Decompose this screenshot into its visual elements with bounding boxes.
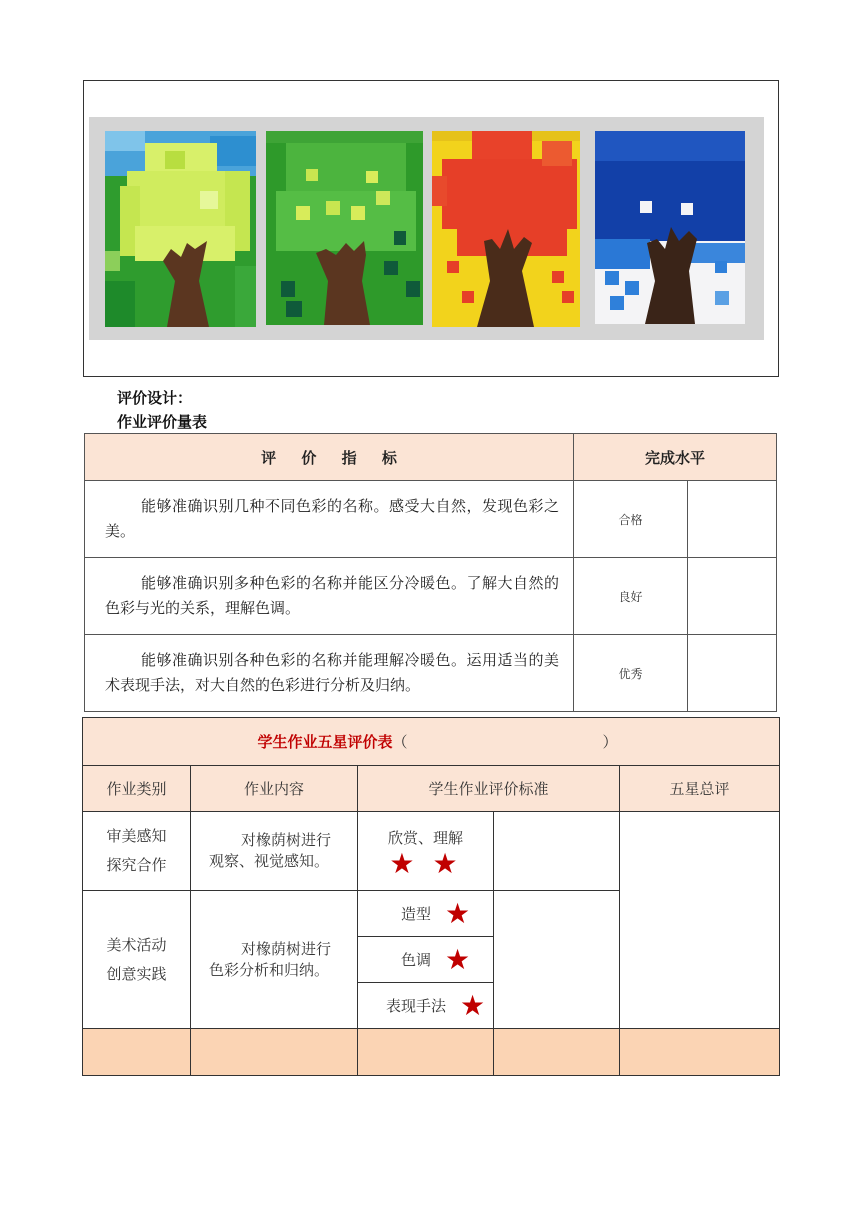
- rubric-level: 合格: [574, 481, 688, 558]
- category-cell: [83, 812, 191, 891]
- criterion-row: [358, 983, 493, 1028]
- five-star-table: [82, 717, 780, 1076]
- criterion-label: 造型: [400, 905, 431, 923]
- star-icon: ★: [444, 942, 471, 976]
- content-text: 对橡荫树进行观察、视觉感知。: [209, 831, 332, 870]
- content-text: 对橡荫树进行色彩分析和归纳。: [209, 939, 332, 979]
- criterion-label: 欣赏、理解: [387, 828, 463, 847]
- category-line: 探究合作: [106, 856, 167, 874]
- star-icon: ★: [444, 896, 471, 930]
- title-close-paren: ）: [602, 732, 618, 751]
- footer-cell: [83, 1029, 191, 1076]
- star-table-title: 学生作业五星评价表: [257, 732, 393, 751]
- star-table-footer-row: [83, 1029, 780, 1076]
- category-cell: [83, 891, 191, 1029]
- evaluation-design-heading: 评价设计：: [117, 389, 193, 407]
- artwork-strip: [89, 117, 764, 340]
- rubric-score-cell[interactable]: [688, 635, 777, 712]
- rubric-criterion: 能够准确识别几种不同色彩的名称。感受大自然，发现色彩之美。: [85, 481, 574, 558]
- criterion-cell: [358, 812, 494, 891]
- painting-winter-tree: [595, 131, 745, 324]
- rubric-row: [85, 635, 777, 712]
- col-header-content: 作业内容: [191, 766, 358, 812]
- footer-cell: [620, 1029, 780, 1076]
- category-line: 美术活动: [106, 935, 167, 954]
- rubric-row: [85, 558, 777, 635]
- footer-cell: [358, 1029, 494, 1076]
- title-open-paren: （: [392, 732, 408, 751]
- criterion-label: 表现手法: [385, 997, 446, 1015]
- rubric-criterion: 能够准确识别各种色彩的名称并能理解冷暖色。运用适当的美术表现手法，对大自然的色彩进行分析及归纳。: [85, 635, 574, 712]
- star-icon: ★: [432, 846, 476, 880]
- criterion-row: [358, 937, 493, 983]
- category-line: 创意实践: [106, 964, 167, 983]
- content-cell: [191, 812, 358, 891]
- rubric-row: [85, 481, 777, 558]
- rubric-header-level: 完成水平: [574, 434, 777, 481]
- category-line: 审美感知: [106, 827, 167, 845]
- rubric-score-cell[interactable]: [688, 481, 777, 558]
- star-table-title-cell: [83, 718, 780, 766]
- rubric-criterion: 能够准确识别多种色彩的名称并能区分冷暖色。了解大自然的色彩与光的关系，理解色调。: [85, 558, 574, 635]
- col-header-category: 作业类别: [83, 766, 191, 812]
- star-icon: ★: [459, 988, 486, 1022]
- col-header-overall: 五星总评: [620, 766, 780, 812]
- star-table-title-row: [83, 718, 780, 766]
- rubric-score-cell[interactable]: [688, 558, 777, 635]
- rubric-heading: 作业评价量表: [117, 413, 208, 431]
- col-header-standard: 学生作业评价标准: [358, 766, 620, 812]
- footer-cell: [191, 1029, 358, 1076]
- rubric-header-indicator: 评 价 指 标: [85, 434, 574, 481]
- rubric-level: 良好: [574, 558, 688, 635]
- rubric-level: 优秀: [574, 635, 688, 712]
- painting-spring-tree: [105, 131, 256, 327]
- criteria-stack-cell: [358, 891, 494, 1029]
- criterion-label: 色调: [400, 951, 431, 969]
- criterion-score-cell[interactable]: [494, 812, 620, 891]
- painting-autumn-tree: [432, 131, 580, 327]
- star-icon: ★: [389, 846, 433, 880]
- criterion-row: [358, 891, 493, 937]
- painting-summer-tree: [266, 131, 423, 325]
- content-cell: [191, 891, 358, 1029]
- star-row-aesthetic: [83, 812, 780, 891]
- rubric-table: [84, 433, 777, 712]
- criterion-score-cell[interactable]: [494, 891, 620, 1029]
- rubric-header-row: [85, 434, 777, 481]
- star-table-header-row: [83, 766, 780, 812]
- footer-cell: [494, 1029, 620, 1076]
- overall-score-cell[interactable]: [620, 812, 780, 1029]
